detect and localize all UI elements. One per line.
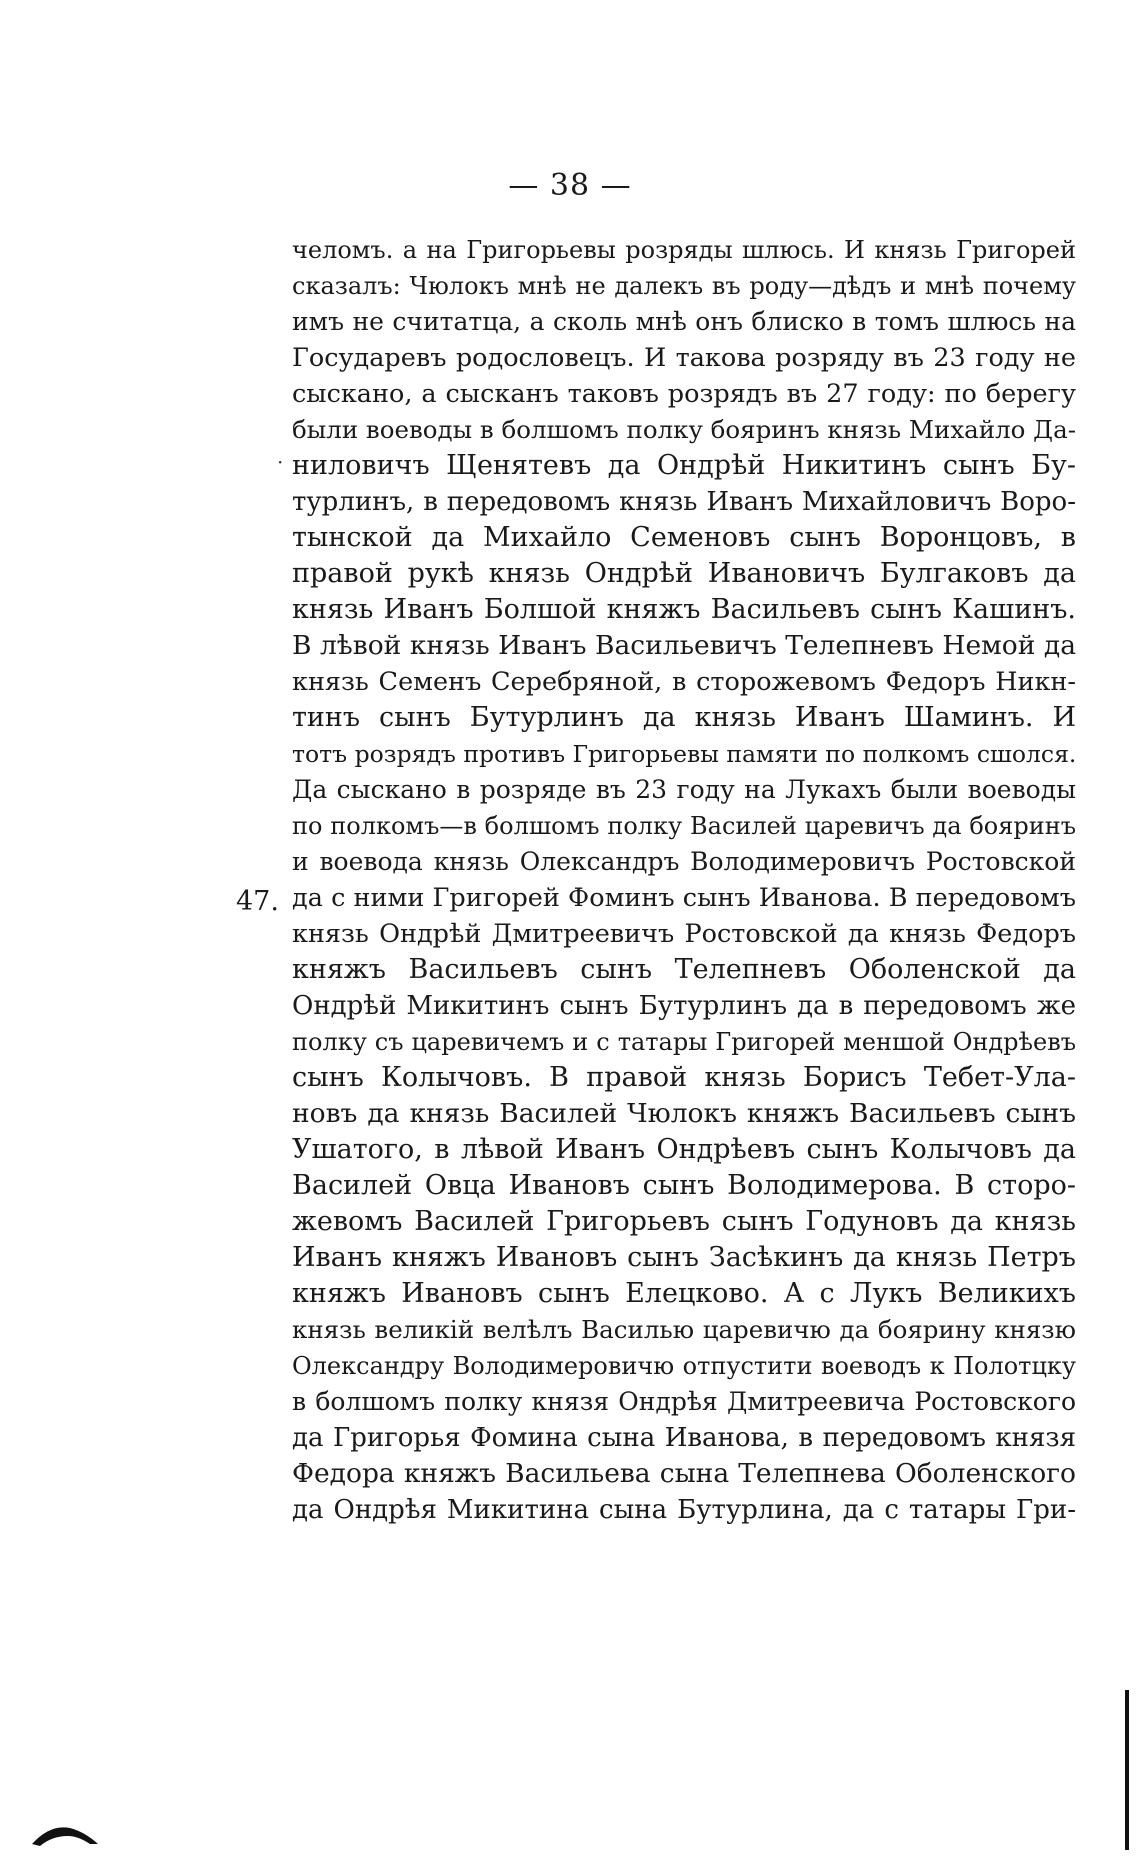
text-line: Ондрѣй Микитинъ сынъ Бутурлинъ да в передовомъ же (292, 991, 1076, 1021)
text-line: турлинъ, в передовомъ князь Иванъ Михайловичъ Воро- (292, 487, 1076, 517)
text-line: князь великій велѣлъ Василью царевичю да боярину князю (292, 1315, 1076, 1344)
text-line: Иванъ княжъ Ивановъ сынъ Засѣкинъ да князь Петръ (292, 1242, 1076, 1273)
text-line: были воеводы в болшомъ полку бояринъ князь Михайло Да- (292, 415, 1076, 444)
text-line: по полкомъ—в болшомъ полку Василей царевичъ да бояринъ (292, 812, 1076, 840)
text-line: сыскано, а сысканъ таковъ розрядъ въ 27 году: по берегу (292, 379, 1076, 409)
text-line: Федора княжъ Васильева сына Телепнева Оболенского (292, 1458, 1076, 1489)
text-line: Государевъ родословецъ. И такова розряду въ 23 году не (292, 343, 1076, 373)
text-line: и воевода князь Олександръ Володимеровичъ Ростовской (292, 847, 1076, 876)
text-line: Олександру Володимеровичю отпустити воеводъ к Полотцку (292, 1352, 1076, 1380)
text-line: имъ не считатца, а сколь мнѣ онъ блиско в томъ шлюсь на (292, 307, 1076, 336)
text-line: челомъ. а на Григорьевы розряды шлюсь. И князь Григорей (292, 236, 1076, 264)
text-line: тотъ розрядъ противъ Григорьевы памяти по полкомъ сшолся. (292, 740, 1076, 768)
text-line: князь Семенъ Серебряной, в сторожевомъ Федоръ Никн- (292, 667, 1076, 697)
text-line: сказалъ: Чюлокъ мнѣ не далекъ въ роду—дѣдъ и мнѣ почему (292, 272, 1076, 300)
margin-dot: · (277, 450, 284, 474)
text-line: да с ними Григорей Фоминъ сынъ Иванова. В передовомъ (292, 883, 1076, 913)
margin-note: 47. (236, 886, 279, 917)
text-line: жевомъ Василей Григорьевъ сынъ Годуновъ да князь (292, 1206, 1076, 1237)
text-line: княжъ Васильевъ сынъ Телепневъ Оболенской да (292, 954, 1076, 985)
text-line: да Григорья Фомина сына Иванова, в передовомъ князя (292, 1423, 1076, 1453)
text-line: князь Иванъ Болшой княжъ Васильевъ сынъ Кашинъ. (292, 594, 1076, 625)
text-line: Ушатого, в лѣвой Иванъ Ондрѣевъ сынъ Колычовъ да (292, 1134, 1076, 1165)
text-line: В лѣвой князь Иванъ Васильевичъ Телепневъ Немой да (292, 630, 1076, 661)
scan-artifact-icon (30, 1818, 100, 1848)
text-line: тынской да Михайло Семеновъ сынъ Воронцовъ, в (292, 522, 1076, 553)
text-line: в болшомъ полку князя Ондрѣя Дмитреевича Ростовского (292, 1387, 1076, 1416)
text-line: полку съ царевичемъ и с татары Григорей меншой Ондрѣевъ (292, 1028, 1076, 1056)
text-line: сынъ Колычовъ. В правой князь Борисъ Тебет-Ула- (292, 1062, 1076, 1093)
text-line: ниловичъ Щенятевъ да Ондрѣй Никитинъ сынъ Бу- (292, 450, 1076, 481)
text-line: тинъ сынъ Бутурлинъ да князь Иванъ Шаминъ. И (292, 702, 1076, 733)
text-line: правой рукѣ князь Ондрѣй Ивановичъ Булгаковъ да (292, 558, 1076, 589)
body-text (292, 232, 1076, 1528)
text-line: новъ да князь Василей Чюлокъ княжъ Васильевъ сынъ (292, 1098, 1076, 1129)
text-line: князь Ондрѣй Дмитреевичъ Ростовской да князь Федоръ (292, 919, 1076, 949)
text-line: княжъ Ивановъ сынъ Елецково. А с Лукъ Великихъ (292, 1278, 1076, 1309)
text-line: Василей Овца Ивановъ сынъ Володимерова. В сторо- (292, 1170, 1076, 1201)
text-line: Да сыскано в розряде въ 23 году на Лукахъ были воеводы (292, 775, 1076, 804)
scan-edge-line (1125, 1690, 1129, 1850)
text-line: да Ондрѣя Микитина сына Бутурлина, да с татары Гри- (292, 1495, 1076, 1525)
page-number: — 38 — (508, 168, 632, 203)
